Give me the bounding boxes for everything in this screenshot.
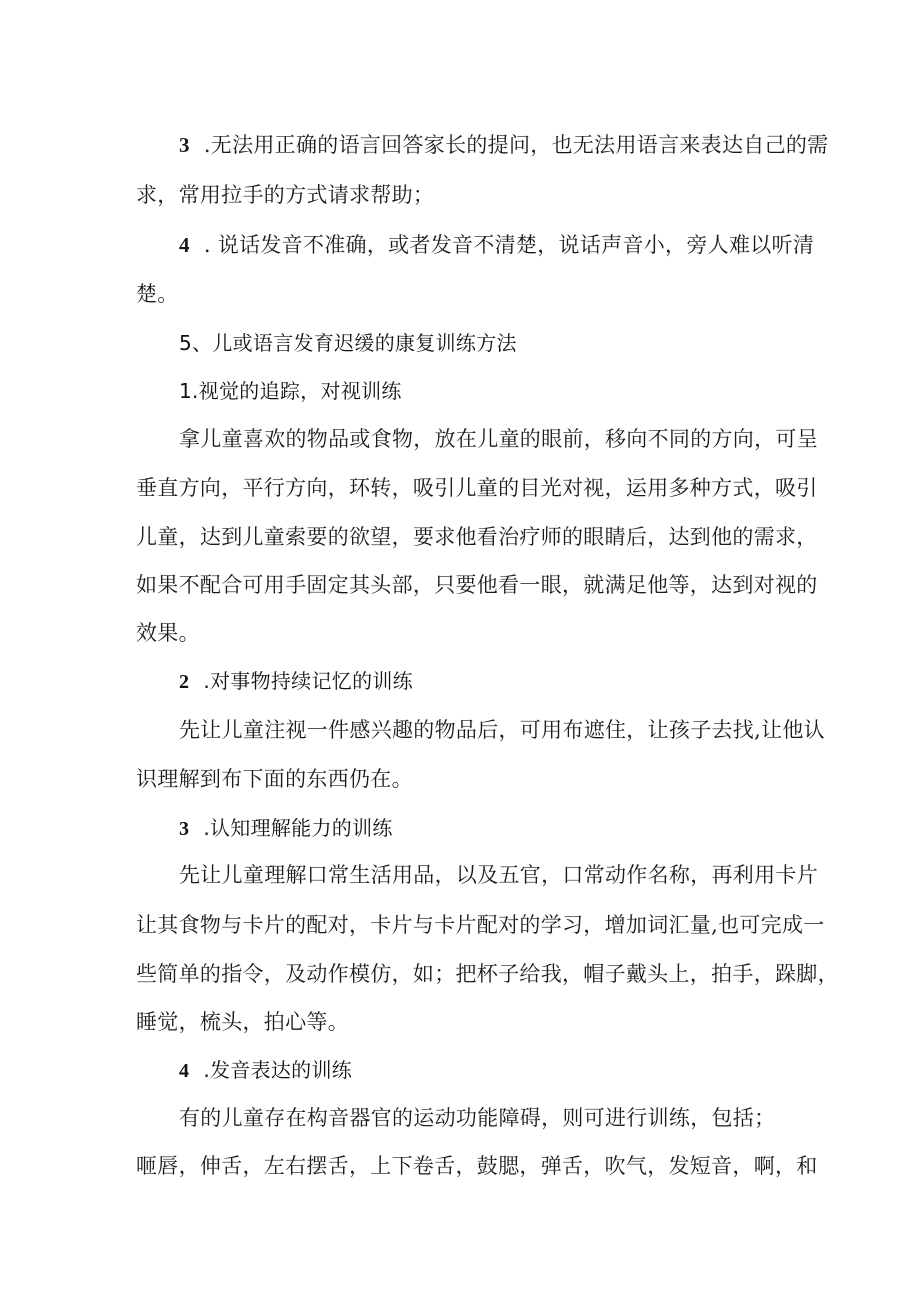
item-3-text-1: .无法用正确的语言回答家长的提问，也无法用语言来表达自己的需 bbox=[203, 133, 829, 157]
training-3-number: 3 bbox=[179, 818, 190, 840]
item-4-line-2: 楚。 bbox=[136, 282, 179, 306]
training-1-line-2: 垂直方向，平行方向，环转，吸引儿童的目光对视，运用多种方式，吸引 bbox=[136, 476, 818, 500]
training-2-line-2: 识理解到布下面的东西仍在。 bbox=[136, 767, 413, 791]
training-3-line-1: 先让儿童理解口常生活用品，以及五官，口常动作名称，再利用卡片 bbox=[179, 863, 818, 887]
training-3-line-3: 些简单的指令，及动作模仿，如；把杯子给我，帽子戴头上，拍手，跺脚， bbox=[136, 962, 839, 986]
training-1-heading: 1.视觉的追踪，对视训练 bbox=[179, 379, 402, 403]
training-1-line-1: 拿儿童喜欢的物品或食物，放在儿童的眼前，移向不同的方向，可呈 bbox=[179, 427, 818, 451]
training-3-line-2: 让其食物与卡片的配对，卡片与卡片配对的学习，增加词汇量,也可完成一 bbox=[136, 913, 825, 937]
item-4-line-1 bbox=[179, 230, 814, 260]
item-3-number: 3 bbox=[179, 133, 190, 157]
training-3-line-4: 睡觉，梳头，拍心等。 bbox=[136, 1010, 349, 1034]
training-2-title: .对事物持续记忆的训练 bbox=[203, 669, 413, 693]
training-2-heading bbox=[179, 666, 413, 697]
training-4-title: .发音表达的训练 bbox=[203, 1058, 353, 1082]
training-4-number: 4 bbox=[179, 1060, 190, 1082]
training-3-heading bbox=[179, 813, 393, 844]
section-5-heading: 5、儿或语言发育迟缓的康复训练方法 bbox=[179, 331, 517, 355]
training-1-line-5: 效果。 bbox=[136, 621, 200, 645]
item-3-line-2: 求，常用拉手的方式请求帮助； bbox=[136, 183, 435, 207]
training-2-number: 2 bbox=[179, 671, 190, 693]
item-4-number: 4 bbox=[179, 233, 190, 257]
item-4-text-1: . 说话发音不准确，或者发音不清楚，说话声音小，旁人难以听清 bbox=[203, 233, 815, 257]
training-2-line-1: 先让儿童注视一件感兴趣的物品后，可用布遮住，让孩子去找,让他认 bbox=[179, 718, 825, 742]
training-1-line-4: 如果不配合可用手固定其头部，只要他看一眼，就满足他等，达到对视的 bbox=[136, 573, 818, 597]
training-4-line-1: 有的儿童存在构音器官的运动功能障碍，则可进行训练，包括； bbox=[179, 1106, 776, 1130]
item-3-line-1 bbox=[179, 130, 829, 160]
training-1-line-3: 儿童，达到儿童索要的欲望，要求他看治疗师的眼睛后，达到他的需求， bbox=[136, 525, 818, 549]
training-4-line-2: 咂唇，伸舌，左右摆舌，上下卷舌，鼓腮，弹舌，吹气，发短音，啊，和 bbox=[136, 1154, 818, 1178]
training-4-heading bbox=[179, 1055, 352, 1086]
training-3-title: .认知理解能力的训练 bbox=[203, 816, 393, 840]
